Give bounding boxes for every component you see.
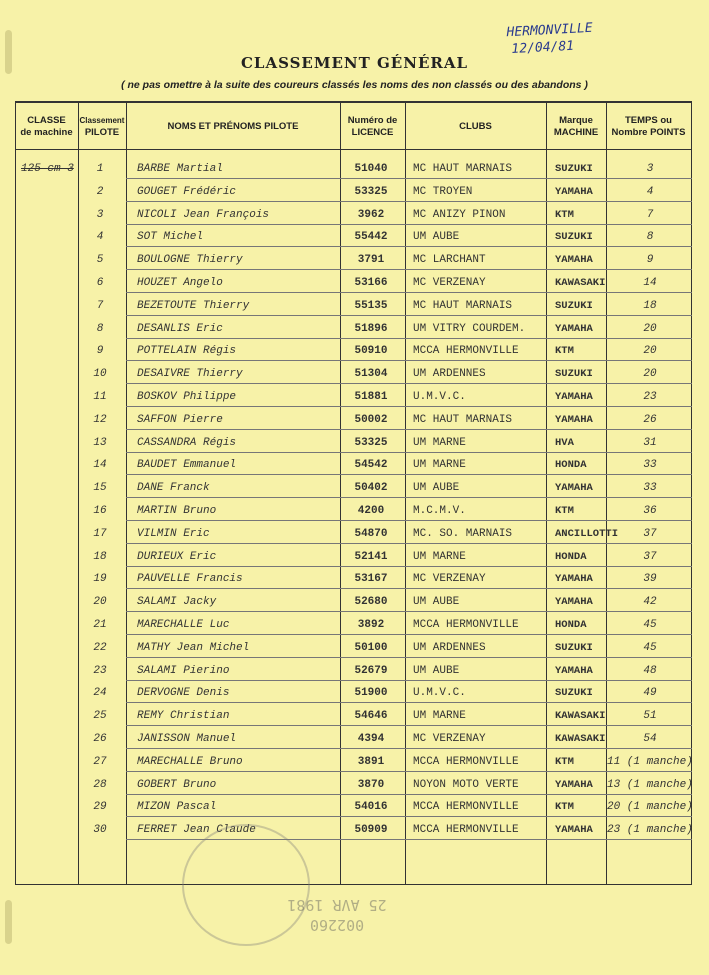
name-cell: SALAMI Pierino (137, 664, 230, 677)
table-row (15, 480, 692, 503)
name-cell: HOUZET Angelo (137, 277, 223, 289)
name-cell: MIZON Pascal (137, 801, 217, 814)
header-classe: CLASSE de machine (20, 115, 73, 138)
row-line (126, 748, 692, 749)
name-cell: BOULOGNE Thierry (137, 254, 243, 267)
machine-cell: ANCILLOTTI (555, 527, 619, 540)
club-cell: M.C.M.V. (413, 505, 466, 517)
licence-cell: 52679 (354, 664, 388, 677)
rank-cell: 24 (93, 687, 107, 700)
licence-cell: 53167 (354, 573, 388, 586)
row-line (126, 588, 692, 589)
name-cell: GOUGET Frédéric (137, 185, 237, 198)
points-cell: 9 (646, 254, 654, 267)
points-cell: 3 (646, 163, 654, 175)
machine-cell: KAWASAKI (555, 710, 606, 723)
rank-cell: 13 (93, 436, 107, 449)
licence-cell: 52680 (354, 596, 388, 609)
machine-cell: YAMAHA (555, 482, 593, 495)
rank-cell: 23 (93, 664, 107, 677)
club-cell: MCCA HERMONVILLE (413, 345, 519, 358)
licence-cell: 3962 (357, 208, 385, 221)
table-row (15, 298, 692, 321)
licence-cell: 50909 (354, 824, 388, 837)
points-cell: 11 (1 manche) (607, 755, 693, 768)
club-cell: MC. SO. MARNAIS (413, 527, 513, 540)
licence-cell: 3891 (357, 755, 385, 768)
points-cell: 37 (643, 527, 657, 540)
name-cell: DANE Franck (137, 482, 210, 495)
table-row (15, 229, 692, 252)
table-row (15, 731, 692, 754)
row-line (126, 657, 692, 658)
name-cell: MARTIN Bruno (137, 505, 217, 517)
name-cell: BARBE Martial (137, 163, 223, 175)
points-cell: 42 (643, 596, 657, 609)
table-row (15, 799, 692, 822)
name-cell: BEZETOUTE Thierry (137, 299, 250, 312)
table-row (15, 708, 692, 731)
licence-cell: 3791 (357, 254, 385, 267)
machine-cell: SUZUKI (555, 641, 593, 654)
licence-cell: 51040 (354, 163, 388, 175)
row-line (126, 634, 692, 635)
licence-cell: 51304 (354, 368, 388, 381)
machine-cell: YAMAHA (555, 185, 593, 198)
rank-cell: 29 (93, 801, 107, 814)
name-cell: FERRET Jean Claude (137, 824, 256, 837)
row-line (126, 178, 692, 179)
table-row (15, 640, 692, 663)
machine-cell: YAMAHA (555, 824, 593, 837)
club-cell: UM MARNE (413, 710, 466, 723)
club-cell: MC LARCHANT (413, 254, 486, 267)
table-row (15, 275, 692, 298)
page-subtitle: ( ne pas omettre à la suite des coureurs classés les noms des non classés ou des abandons ) (121, 79, 588, 91)
points-cell: 18 (643, 299, 657, 312)
name-cell: CASSANDRA Régis (137, 436, 237, 449)
name-cell: GOBERT Bruno (137, 778, 217, 791)
licence-cell: 54016 (354, 801, 388, 814)
header-club: CLUBS (459, 121, 492, 132)
stamp-number: 002260 (309, 916, 365, 934)
name-cell: SOT Michel (137, 231, 204, 244)
licence-cell: 53325 (354, 185, 388, 198)
table-row (15, 457, 692, 480)
row-line (126, 224, 692, 225)
club-cell: MCCA HERMONVILLE (413, 824, 519, 837)
row-line (126, 383, 692, 384)
name-cell: DERVOGNE Denis (137, 687, 230, 700)
licence-cell: 3870 (357, 778, 385, 791)
rank-cell: 9 (96, 345, 104, 358)
name-cell: SALAMI Jacky (137, 596, 217, 609)
name-cell: BAUDET Emmanuel (137, 459, 237, 472)
points-cell: 31 (643, 436, 657, 449)
rank-cell: 16 (93, 505, 107, 517)
club-cell: MC VERZENAY (413, 573, 486, 586)
row-line (126, 246, 692, 247)
club-cell: UM AUBE (413, 664, 460, 677)
points-cell: 33 (643, 459, 657, 472)
points-cell: 54 (643, 733, 657, 745)
punch-hole-bottom (5, 900, 12, 944)
points-cell: 20 (643, 345, 657, 358)
table-row (15, 343, 692, 366)
points-cell: 8 (646, 231, 654, 244)
machine-cell: HONDA (555, 459, 587, 472)
row-line (126, 611, 692, 612)
licence-cell: 4200 (357, 505, 385, 517)
licence-cell: 53166 (354, 277, 388, 289)
handwritten-annotation (506, 20, 594, 58)
machine-cell: YAMAHA (555, 778, 593, 791)
rank-cell: 2 (96, 185, 104, 198)
licence-cell: 50402 (354, 482, 388, 495)
club-cell: UM MARNE (413, 459, 466, 472)
club-cell: MC VERZENAY (413, 733, 486, 745)
table-row (15, 822, 692, 845)
licence-cell: 50002 (354, 413, 388, 426)
club-cell: MCCA HERMONVILLE (413, 619, 519, 631)
machine-cell: KAWASAKI (555, 733, 606, 745)
name-cell: MATHY Jean Michel (137, 641, 250, 654)
table-row (15, 571, 692, 594)
points-cell: 7 (646, 208, 654, 221)
row-line (126, 429, 692, 430)
points-cell: 49 (643, 687, 657, 700)
name-cell: BOSKOV Philippe (137, 391, 237, 403)
club-cell: MC HAUT MARNAIS (413, 299, 513, 312)
row-line (126, 292, 692, 293)
licence-cell: 54646 (354, 710, 388, 723)
rank-cell: 3 (96, 208, 104, 221)
points-cell: 20 (1 manche) (607, 801, 693, 814)
club-cell: NOYON MOTO VERTE (413, 778, 519, 791)
licence-cell: 53325 (354, 436, 388, 449)
table-row (15, 184, 692, 207)
rank-cell: 11 (93, 391, 107, 403)
rank-cell: 14 (93, 459, 107, 472)
club-cell: UM ARDENNES (413, 641, 486, 654)
rank-cell: 4 (96, 231, 104, 244)
points-cell: 33 (643, 482, 657, 495)
date-stamp (262, 895, 412, 935)
name-cell: VILMIN Eric (137, 527, 210, 540)
table-row (15, 617, 692, 640)
table-row (15, 161, 692, 184)
table-row (15, 321, 692, 344)
annotation-place: HERMONVILLE (506, 20, 593, 41)
machine-cell: YAMAHA (555, 391, 593, 403)
machine-cell: YAMAHA (555, 322, 593, 335)
licence-cell: 54870 (354, 527, 388, 540)
rank-cell: 30 (93, 824, 107, 837)
row-line (126, 474, 692, 475)
row-line (126, 702, 692, 703)
row-line (126, 520, 692, 521)
table-row (15, 366, 692, 389)
rank-cell: 15 (93, 482, 107, 495)
points-cell: 48 (643, 664, 657, 677)
licence-cell: 55135 (354, 299, 388, 312)
club-cell: MC TROYEN (413, 185, 473, 198)
rank-cell: 12 (93, 413, 107, 426)
club-cell: UM AUBE (413, 596, 460, 609)
points-cell: 13 (1 manche) (607, 778, 693, 791)
machine-cell: YAMAHA (555, 664, 593, 677)
row-line (126, 816, 692, 817)
row-line (126, 338, 692, 339)
header-divider (15, 149, 692, 150)
machine-cell: YAMAHA (555, 413, 593, 426)
licence-cell: 55442 (354, 231, 388, 244)
table-row (15, 594, 692, 617)
points-cell: 20 (643, 368, 657, 381)
licence-cell: 51900 (354, 687, 388, 700)
name-cell: DESANLIS Eric (137, 322, 223, 335)
club-cell: MC HAUT MARNAIS (413, 413, 513, 426)
row-line (126, 794, 692, 795)
annotation-date: 12/04/81 (511, 38, 575, 58)
rank-cell: 19 (93, 573, 107, 586)
name-cell: NICOLI Jean François (137, 208, 270, 221)
licence-cell: 52141 (354, 550, 388, 563)
name-cell: SAFFON Pierre (137, 413, 223, 426)
machine-cell: SUZUKI (555, 687, 593, 700)
points-cell: 39 (643, 573, 657, 586)
machine-cell: KTM (555, 755, 574, 768)
licence-cell: 51881 (354, 391, 388, 403)
machine-cell: YAMAHA (555, 254, 593, 267)
machine-cell: SUZUKI (555, 368, 593, 381)
header-machine: Marque MACHINE (553, 115, 599, 138)
name-cell: PAUVELLE Francis (137, 573, 243, 586)
points-cell: 45 (643, 641, 657, 654)
club-cell: U.M.V.C. (413, 391, 466, 403)
licence-cell: 50910 (354, 345, 388, 358)
club-cell: MCCA HERMONVILLE (413, 801, 519, 814)
machine-cell: KTM (555, 208, 574, 221)
name-cell: DESAIVRE Thierry (137, 368, 243, 381)
machine-cell: KTM (555, 505, 574, 517)
row-line (126, 201, 692, 202)
machine-cell: KTM (555, 345, 574, 358)
name-cell: REMY Christian (137, 710, 230, 723)
club-cell: U.M.V.C. (413, 687, 466, 700)
machine-cell: KTM (555, 801, 574, 814)
table-row (15, 435, 692, 458)
points-cell: 37 (643, 550, 657, 563)
points-cell: 36 (643, 505, 657, 517)
header-points: TEMPS ou Nombre POINTS (611, 115, 686, 138)
name-cell: MARECHALLE Luc (137, 619, 230, 631)
machine-cell: HONDA (555, 619, 587, 631)
rank-cell: 28 (93, 778, 107, 791)
rank-cell: 1 (96, 163, 104, 175)
points-cell: 23 (643, 391, 657, 403)
table-row (15, 754, 692, 777)
licence-cell: 4394 (357, 733, 385, 745)
rank-cell: 26 (93, 733, 107, 745)
rank-cell: 5 (96, 254, 104, 267)
row-line (126, 543, 692, 544)
table-row (15, 526, 692, 549)
header-rank: Classement PILOTE (79, 116, 125, 138)
club-cell: MCCA HERMONVILLE (413, 755, 519, 768)
row-line (126, 360, 692, 361)
rank-cell: 18 (93, 550, 107, 563)
licence-cell: 51896 (354, 322, 388, 335)
rank-cell: 8 (96, 322, 104, 335)
points-cell: 14 (643, 277, 657, 289)
machine-cell: YAMAHA (555, 596, 593, 609)
row-line (126, 269, 692, 270)
rank-cell: 27 (93, 755, 107, 768)
rank-cell: 17 (93, 527, 107, 540)
header-licence: Numéro de LICENCE (347, 115, 398, 138)
row-line (126, 566, 692, 567)
table-row (15, 685, 692, 708)
machine-cell: SUZUKI (555, 163, 593, 175)
class-cell: 125 cm 3 (21, 163, 74, 175)
table-row (15, 389, 692, 412)
points-cell: 51 (643, 710, 657, 723)
row-line (126, 725, 692, 726)
club-cell: UM ARDENNES (413, 368, 486, 381)
rank-cell: 25 (93, 710, 107, 723)
name-cell: POTTELAIN Régis (137, 345, 237, 358)
row-line (126, 452, 692, 453)
table-row (15, 503, 692, 526)
licence-cell: 54542 (354, 459, 388, 472)
header-name: NOMS ET PRÉNOMS PILOTE (167, 121, 299, 132)
machine-cell: YAMAHA (555, 573, 593, 586)
points-cell: 26 (643, 413, 657, 426)
machine-cell: HVA (555, 436, 574, 449)
rank-cell: 10 (93, 368, 107, 381)
table-row (15, 252, 692, 275)
table-row (15, 412, 692, 435)
rank-cell: 20 (93, 596, 107, 609)
rank-cell: 7 (96, 299, 104, 312)
table-row (15, 777, 692, 800)
rank-cell: 22 (93, 641, 107, 654)
name-cell: DURIEUX Eric (137, 550, 217, 563)
points-cell: 20 (643, 322, 657, 335)
row-line (126, 497, 692, 498)
club-cell: UM MARNE (413, 436, 466, 449)
page-title: CLASSEMENT GÉNÉRAL (240, 54, 469, 72)
club-cell: MC VERZENAY (413, 277, 486, 289)
machine-cell: HONDA (555, 550, 587, 563)
table-row (15, 663, 692, 686)
name-cell: MARECHALLE Bruno (137, 755, 243, 768)
points-cell: 23 (1 manche) (607, 824, 693, 837)
club-cell: UM MARNE (413, 550, 466, 563)
machine-cell: KAWASAKI (555, 277, 606, 289)
results-table (15, 101, 692, 885)
name-cell: JANISSON Manuel (137, 733, 237, 745)
machine-cell: SUZUKI (555, 299, 593, 312)
table-row (15, 207, 692, 230)
stamp-date: 25 AVR 1981 (287, 896, 387, 914)
row-line (126, 771, 692, 772)
club-cell: MC ANIZY PINON (413, 208, 506, 221)
rank-cell: 6 (96, 277, 104, 289)
row-line (126, 680, 692, 681)
points-cell: 4 (646, 185, 654, 198)
licence-cell: 3892 (357, 619, 385, 631)
table-row (15, 549, 692, 572)
club-cell: UM AUBE (413, 482, 460, 495)
machine-cell: SUZUKI (555, 231, 593, 244)
row-line (126, 406, 692, 407)
rank-cell: 21 (93, 619, 107, 631)
club-cell: UM VITRY COURDEM. (413, 322, 526, 335)
club-cell: MC HAUT MARNAIS (413, 163, 513, 175)
points-cell: 45 (643, 619, 657, 631)
licence-cell: 50100 (354, 641, 388, 654)
club-cell: UM AUBE (413, 231, 460, 244)
row-line (126, 315, 692, 316)
